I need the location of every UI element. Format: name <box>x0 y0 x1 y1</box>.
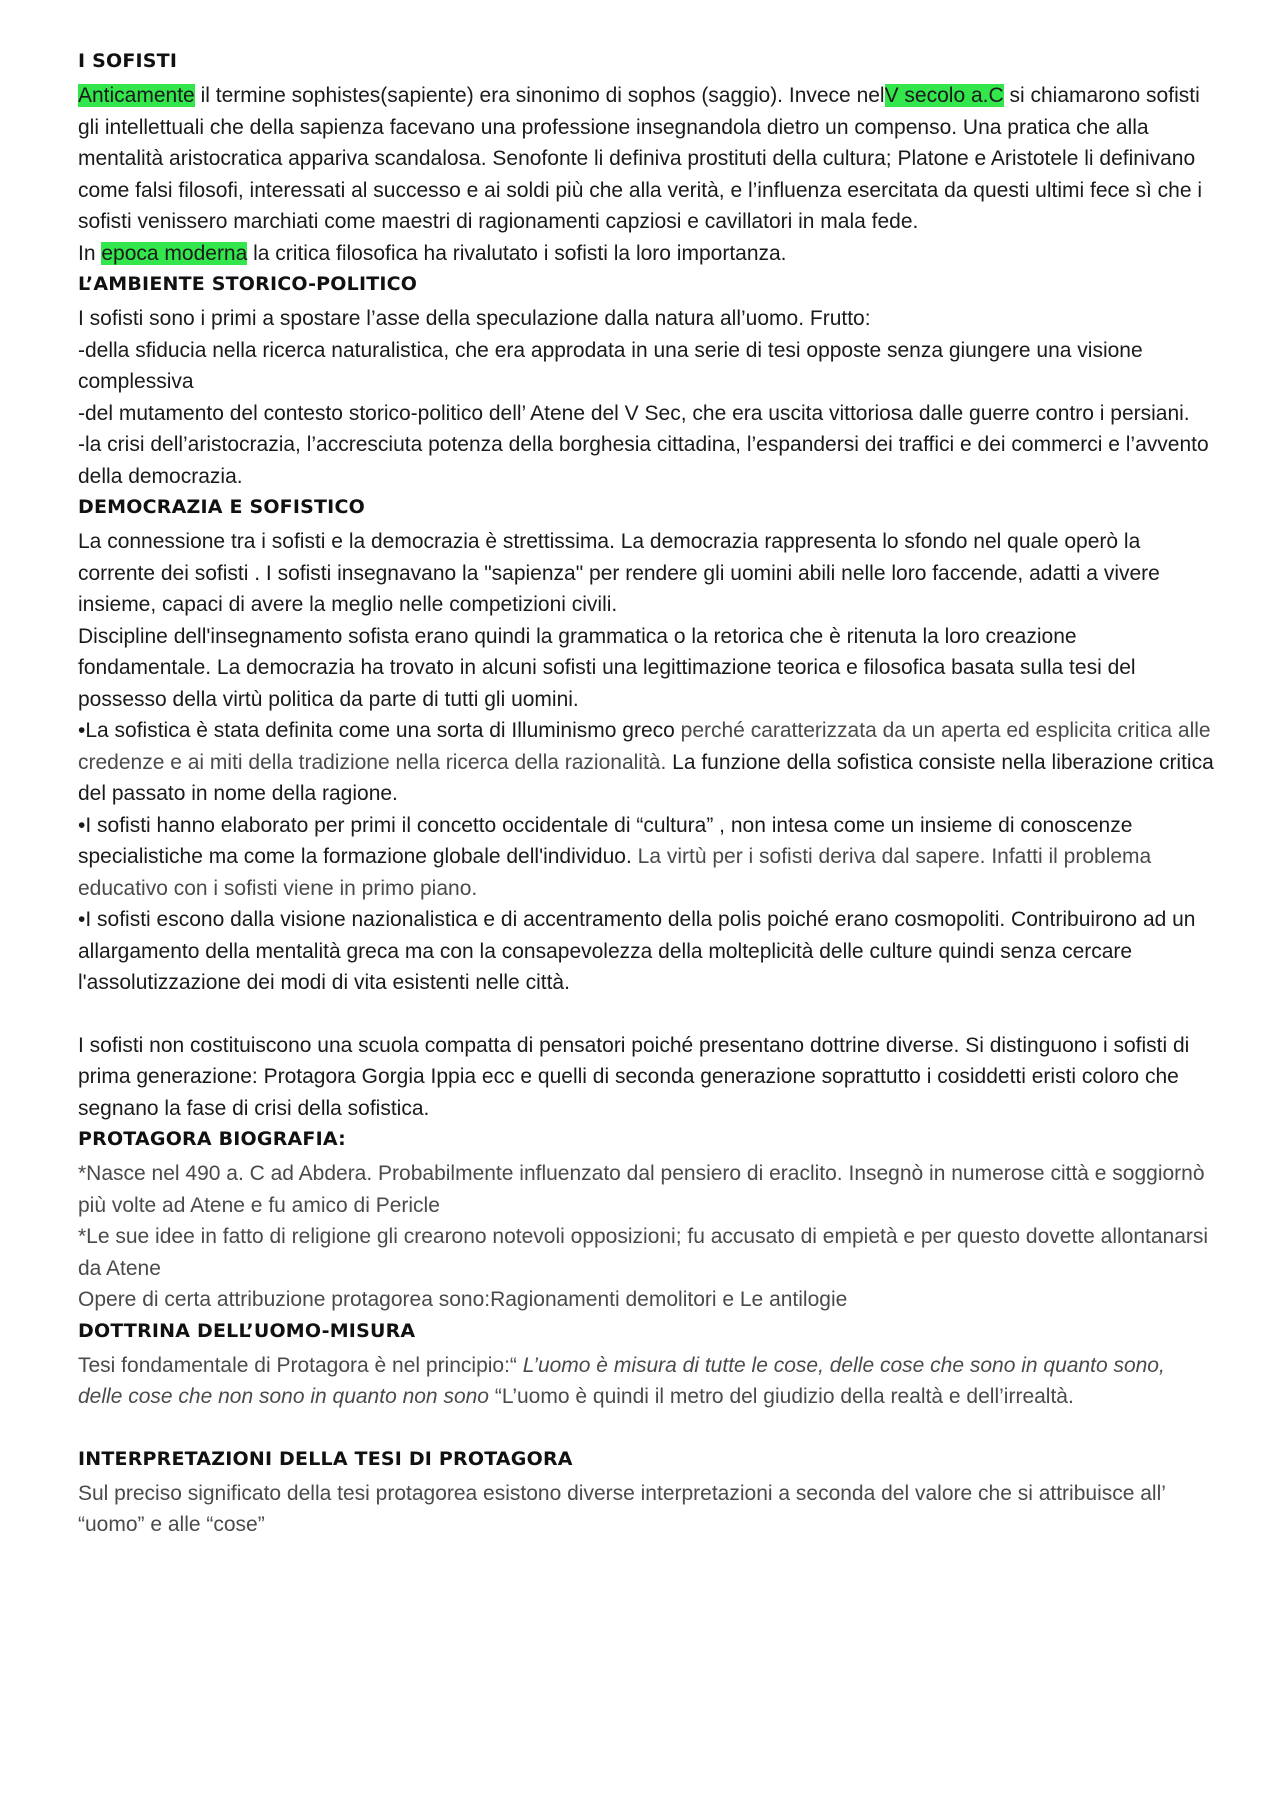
ambiente-item-3: -la crisi dell’aristocrazia, l’accresciuta potenza della borghesia cittadina, l’espandersi dei traffici e dei commerci e l’avvento della democrazia. <box>78 433 1209 488</box>
text-span: “L’uomo è quindi il metro del giudizio della realtà e dell’irrealtà. <box>494 1385 1074 1408</box>
text-span: si chiamarono sofisti gli intellettuali che della sapienza facevano una professione insegnandola dietro un compenso. Una pratica che alla mentalità aristocratica appariva scandalosa. Senofonte li definiva prostituti della cultura; Platone e Aristotele li definivano come falsi filosofi, interessati al successo e ai soldi più che alla verità, e l’influenza esercitata da questi ultimi fece sì che i sofisti venissero marchiati come maestri di ragionamenti capziosi e cavillatori in mala fede. <box>78 84 1203 233</box>
text-span: La funzione della sofistica consiste nella liberazione critica del passato in nome della ragione. <box>78 750 1214 805</box>
text-span: La virtù per i sofisti deriva dal sapere. Infatti il problema educativo con i sofisti viene in primo piano. <box>78 845 1152 900</box>
interpretazioni-paragraph: Sul preciso significato della tesi protagorea esistono diverse interpretazioni a seconda del valore che si attribuisce all’ “uomo” e alle “cose” <box>78 1481 1166 1536</box>
text-span: Tesi fondamentale di Protagora è nel principio:“ <box>78 1353 517 1377</box>
dottrina-paragraph <box>78 1350 1214 1413</box>
democrazia-paragraph-2: Discipline dell'insegnamento sofista erano quindi la grammatica o la retorica che è ritenuta la loro creazione fondamentale. La democrazia ha trovato in alcuni sofisti una legittimazione teorica e filosofica basata sulla tesi del possesso della virtù politica da parte di tutti gli uomini. <box>78 624 1136 711</box>
protagora-quote: L’uomo è misura di tutte le cose, delle cose che sono in quanto sono, delle cose che non sono in quanto non sono <box>78 1353 1165 1408</box>
highlight-epoca-moderna: epoca moderna <box>101 241 248 265</box>
text-span: il termine sophistes(sapiente) era sinonimo di sophos (saggio). Invece nel <box>194 84 885 107</box>
ambiente-item-2: -del mutamento del contesto storico-politico dell’ Atene del V Sec, che era uscita vittoriosa dalle guerre contro i persiani. <box>78 401 1190 425</box>
document-page <box>78 46 1214 1541</box>
democrazia-paragraph-1: La connessione tra i sofisti e la democrazia è strettissima. La democrazia rappresenta lo sfondo nel quale operò la corrente dei sofisti . I sofisti insegnavano la "sapienza" per rendere gli uomini abili nelle loro faccende, adatti a vivere insieme, capaci di avere la meglio nelle competizioni civili. <box>78 530 1160 616</box>
text-span: •I sofisti hanno elaborato per primi il concetto occidentale di “cultura” , non intesa come un insieme di conoscenze specialistiche ma come la formazione globale dell'individuo. <box>78 813 1133 868</box>
protagora-item-3: Opere di certa attribuzione protagorea sono:Ragionamenti demolitori e Le antilogie <box>78 1288 848 1311</box>
highlight-anticamente: Anticamente <box>78 84 195 107</box>
text-span: la critica filosofica ha rivalutato i sofisti la loro importanza. <box>247 241 787 265</box>
section-title-protagora: PROTAGORA BIOGRAFIA: <box>78 1128 346 1150</box>
section-title-sofisti: I SOFISTI <box>78 50 178 72</box>
democrazia-bullet-1 <box>78 715 1214 810</box>
protagora-item-2: *Le sue idee in fatto di religione gli crearono notevoli opposizioni; fu accusato di empietà e per questo dovette allontanarsi da Atene <box>78 1225 1209 1280</box>
text-span: •La sofistica è stata definita come una sorta di Illuminismo greco <box>78 719 675 742</box>
protagora-item-1: *Nasce nel 490 a. C ad Abdera. Probabilmente influenzato dal pensiero di eraclito. Insegnò in numerose città e soggiornò più volte ad Atene e fu amico di Pericle <box>78 1162 1205 1217</box>
ambiente-item-1: -della sfiducia nella ricerca naturalistica, che era approdata in una serie di tesi opposte senza giungere una visione complessiva <box>78 338 1143 393</box>
section-title-ambiente: L’AMBIENTE STORICO-POLITICO <box>78 273 418 295</box>
section-title-dottrina: DOTTRINA DELL’UOMO-MISURA <box>78 1319 416 1342</box>
highlight-v-secolo: V secolo a.C <box>884 84 1004 107</box>
section-title-interpretazioni: INTERPRETAZIONI DELLA TESI DI PROTAGORA <box>78 1447 573 1470</box>
democrazia-bullet-3: •I sofisti escono dalla visione nazionalistica e di accentramento della polis poiché erano cosmopoliti. Contribuirono ad un allargamento della mentalità greca ma con la consapevolezza della molteplicità delle culture quindi senza cercare l'assolutizzazione dei modi di vita esistenti nelle città. <box>78 908 1196 994</box>
democrazia-paragraph-3: I sofisti non costituiscono una scuola compatta di pensatori poiché presentano dottrine diverse. Si distinguono i sofisti di prima generazione: Protagora Gorgia Ippia ecc e quelli di seconda generazione soprattutto i cosiddetti eristi coloro che segnano la fase di crisi della sofistica. <box>78 1033 1190 1120</box>
text-span: In <box>78 241 102 265</box>
democrazia-bullet-2 <box>78 810 1214 905</box>
section-title-democrazia: DEMOCRAZIA E SOFISTICO <box>78 496 365 518</box>
text-span: perché caratterizzata da un aperta ed esplicita critica alle credenze e ai miti della tradizione nella ricerca della razionalità. <box>78 719 1211 774</box>
ambiente-intro: I sofisti sono i primi a spostare l’asse della speculazione dalla natura all’uomo. Frutto: <box>78 307 871 330</box>
sofisti-paragraph-2 <box>78 238 1214 270</box>
sofisti-paragraph-1 <box>78 80 1214 238</box>
